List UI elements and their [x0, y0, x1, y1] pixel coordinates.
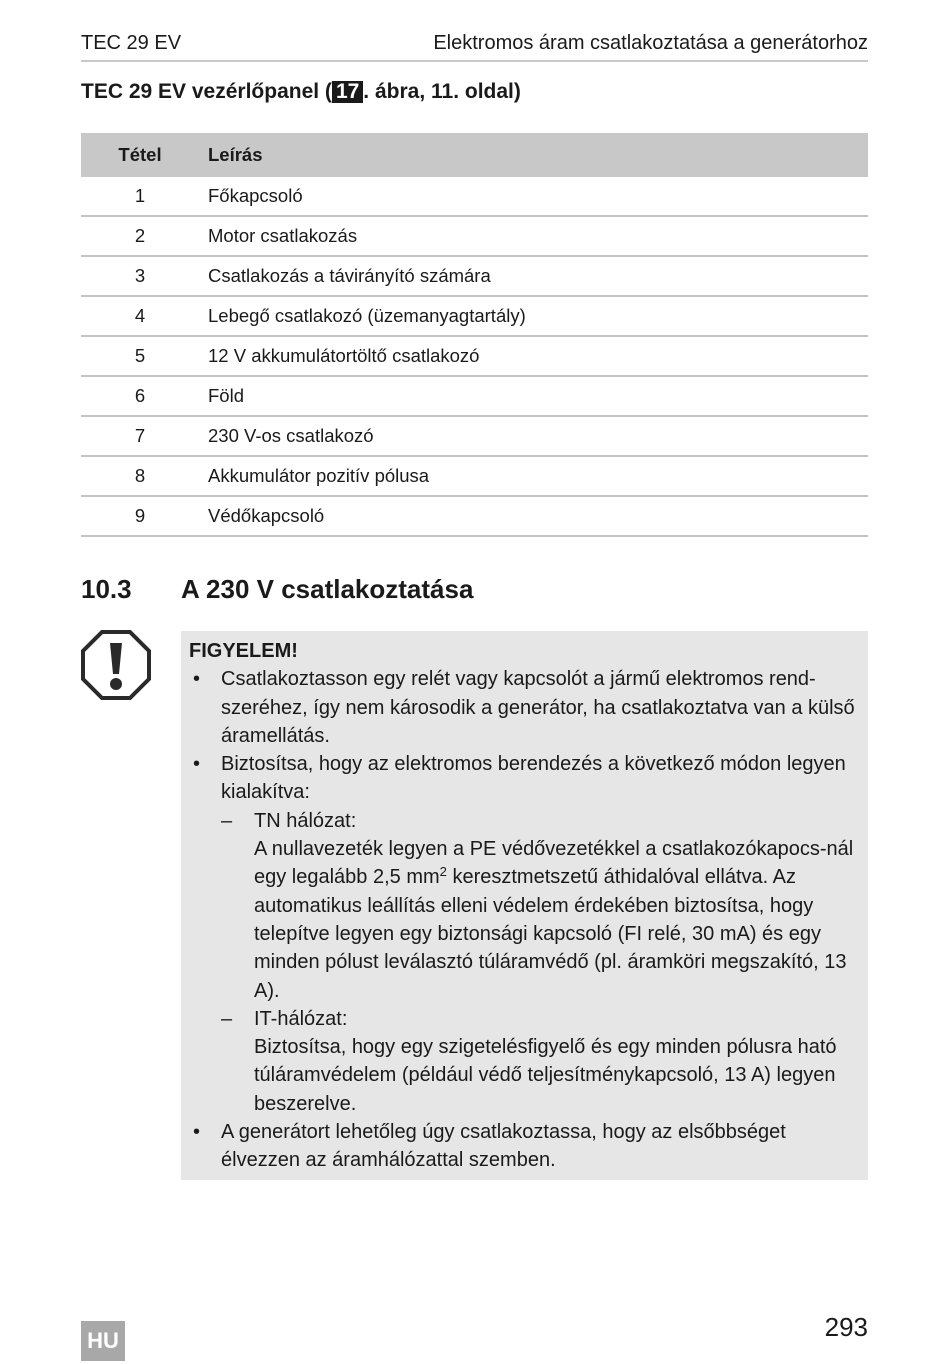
page-number: 293	[824, 1312, 868, 1342]
parts-table	[81, 133, 868, 537]
table-row	[81, 496, 868, 536]
notice-bullet-installation-text: Biztosítsa, hogy az elektromos berendezés a következő módon legyen kialakítva:	[221, 753, 846, 804]
column-header-item: Tétel	[81, 133, 199, 177]
section-number: 10.3	[81, 574, 132, 604]
item-description: Főkapcsoló	[199, 177, 868, 216]
table-row	[81, 216, 868, 256]
warning-exclamation-octagon-icon	[80, 629, 152, 701]
section-title: A 230 V csatlakoztatása	[181, 574, 474, 604]
notice-bullet-installation	[189, 750, 858, 1118]
it-description: Biztosítsa, hogy egy szigetelésfigyelő és egy minden pólusra ható túláramvédelem (például védő teljesítménykapcsoló, 13 A) legyen beszerelve.	[254, 1036, 837, 1115]
item-number: 4	[81, 296, 199, 336]
header-product-name: TEC 29 EV	[81, 32, 182, 54]
table-header-row	[81, 133, 868, 177]
figure-reference-badge: 17	[332, 81, 363, 103]
item-number: 9	[81, 496, 199, 536]
item-description: Akkumulátor pozitív pólusa	[199, 456, 868, 496]
tn-text-part-2: keresztmetszetű áthidalóval ellátva. Az automatikus leállítás elleni védelem érdekében biztosítsa, hogy telepítve legyen egy biztonsági kapcsoló (FI relé, 30 mA) és egy minden pólust leválasztó túláramvédő (pl. áramköri megszakító, 13 A).	[254, 866, 847, 1002]
network-item-it	[221, 1005, 858, 1118]
notice-bullet-list	[189, 665, 858, 1174]
tn-superscript: 2	[439, 864, 447, 880]
table-row	[81, 456, 868, 496]
network-type-list	[221, 807, 858, 1118]
network-item-tn	[221, 807, 858, 1005]
control-panel-heading-suffix: . ábra, 11. oldal)	[363, 80, 521, 103]
item-number: 3	[81, 256, 199, 296]
table-row	[81, 376, 868, 416]
item-description: Védőkapcsoló	[199, 496, 868, 536]
tn-description	[254, 835, 858, 1005]
table-row	[81, 336, 868, 376]
item-number: 1	[81, 177, 199, 216]
item-number: 5	[81, 336, 199, 376]
item-description: Csatlakozás a távirányító számára	[199, 256, 868, 296]
table-row	[81, 177, 868, 216]
item-description: Motor csatlakozás	[199, 216, 868, 256]
item-description: 230 V-os csatlakozó	[199, 416, 868, 456]
column-header-description: Leírás	[199, 133, 868, 177]
item-description: Lebegő csatlakozó (üzemanyagtartály)	[199, 296, 868, 336]
item-description: Föld	[199, 376, 868, 416]
tn-text-part-1: A nullavezeték legyen a PE védővezetékkel a csatlakozókapocs-nál egy legalább 2,5 mm	[254, 838, 854, 889]
table-row	[81, 416, 868, 456]
item-number: 2	[81, 216, 199, 256]
header-divider	[81, 60, 868, 62]
section-heading	[81, 574, 473, 605]
language-badge: HU	[81, 1321, 125, 1361]
table-row	[81, 256, 868, 296]
tn-label: – TN hálózat:	[254, 809, 357, 832]
item-number: 6	[81, 376, 199, 416]
control-panel-heading-text: TEC 29 EV vezérlőpanel (	[81, 80, 332, 103]
notice-bullet-priority: • A generátort lehetőleg úgy csatlakoztassa, hogy az elsőbbséget élvezzen az áramhálózattal szemben.	[189, 1118, 858, 1175]
warning-notice-box	[181, 631, 868, 1180]
item-number: 8	[81, 456, 199, 496]
notice-bullet-relay: • Csatlakoztasson egy relét vagy kapcsolót a jármű elektromos rend-szeréhez, így nem károsodik a generátor, ha csatlakoztatva van a külső áramellátás.	[189, 665, 858, 750]
it-label: – IT-hálózat:	[254, 1007, 348, 1030]
control-panel-heading	[81, 80, 521, 104]
notice-title: FIGYELEM!	[189, 640, 298, 662]
item-description: 12 V akkumulátortöltő csatlakozó	[199, 336, 868, 376]
table-row	[81, 296, 868, 336]
item-number: 7	[81, 416, 199, 456]
header-chapter-title: Elektromos áram csatlakoztatása a generátorhoz	[433, 32, 868, 54]
